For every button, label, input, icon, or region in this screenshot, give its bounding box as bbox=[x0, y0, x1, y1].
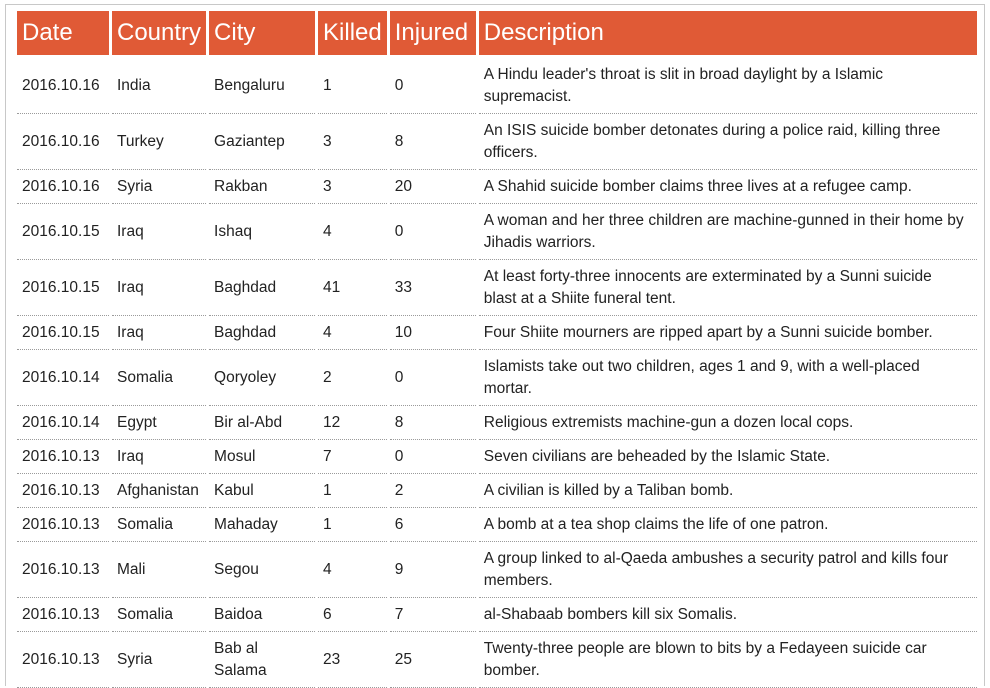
cell-date: 2016.10.13 bbox=[17, 598, 109, 632]
cell-injured: 6 bbox=[390, 508, 476, 542]
cell-description: A Hindu leader's throat is slit in broad daylight by a Islamic supremacist. bbox=[479, 58, 977, 114]
cell-date: 2016.10.16 bbox=[17, 58, 109, 114]
table-header-row bbox=[17, 11, 977, 58]
cell-country: Egypt bbox=[112, 406, 206, 440]
cell-injured: 9 bbox=[390, 542, 476, 598]
cell-country: Somalia bbox=[112, 508, 206, 542]
cell-description: Seven civilians are beheaded by the Islamic State. bbox=[479, 440, 977, 474]
cell-injured: 33 bbox=[390, 260, 476, 316]
header-country: Country bbox=[112, 11, 206, 58]
cell-killed: 7 bbox=[318, 440, 387, 474]
cell-injured: 10 bbox=[390, 316, 476, 350]
header-date: Date bbox=[17, 11, 109, 58]
cell-description: Twenty-three people are blown to bits by a Fedayeen suicide car bomber. bbox=[479, 632, 977, 688]
cell-description: A woman and her three children are machine-gunned in their home by Jihadis warriors. bbox=[479, 204, 977, 260]
cell-country: Iraq bbox=[112, 204, 206, 260]
cell-injured: 2 bbox=[390, 474, 476, 508]
attacks-table bbox=[14, 11, 980, 688]
table-row bbox=[17, 204, 977, 260]
cell-killed: 3 bbox=[318, 170, 387, 204]
table-row bbox=[17, 632, 977, 688]
cell-killed: 3 bbox=[318, 114, 387, 170]
cell-description: A bomb at a tea shop claims the life of one patron. bbox=[479, 508, 977, 542]
cell-injured: 0 bbox=[390, 440, 476, 474]
cell-country: Iraq bbox=[112, 316, 206, 350]
cell-injured: 7 bbox=[390, 598, 476, 632]
cell-country: Iraq bbox=[112, 260, 206, 316]
cell-date: 2016.10.15 bbox=[17, 204, 109, 260]
cell-country: Turkey bbox=[112, 114, 206, 170]
cell-injured: 0 bbox=[390, 58, 476, 114]
cell-description: A civilian is killed by a Taliban bomb. bbox=[479, 474, 977, 508]
cell-killed: 41 bbox=[318, 260, 387, 316]
table-row bbox=[17, 350, 977, 406]
cell-date: 2016.10.13 bbox=[17, 508, 109, 542]
cell-city: Rakban bbox=[209, 170, 315, 204]
cell-killed: 12 bbox=[318, 406, 387, 440]
cell-description: At least forty-three innocents are exterminated by a Sunni suicide blast at a Shiite funeral tent. bbox=[479, 260, 977, 316]
cell-description: al-Shabaab bombers kill six Somalis. bbox=[479, 598, 977, 632]
cell-date: 2016.10.16 bbox=[17, 170, 109, 204]
cell-city: Kabul bbox=[209, 474, 315, 508]
table-row bbox=[17, 170, 977, 204]
cell-city: Bengaluru bbox=[209, 58, 315, 114]
table-frame bbox=[5, 4, 985, 686]
table-row bbox=[17, 508, 977, 542]
cell-injured: 20 bbox=[390, 170, 476, 204]
table-row bbox=[17, 316, 977, 350]
cell-country: Somalia bbox=[112, 350, 206, 406]
cell-injured: 0 bbox=[390, 204, 476, 260]
cell-city: Mahaday bbox=[209, 508, 315, 542]
cell-killed: 2 bbox=[318, 350, 387, 406]
cell-description: Four Shiite mourners are ripped apart by a Sunni suicide bomber. bbox=[479, 316, 977, 350]
cell-country: Afghanistan bbox=[112, 474, 206, 508]
cell-killed: 23 bbox=[318, 632, 387, 688]
cell-country: Syria bbox=[112, 170, 206, 204]
cell-date: 2016.10.13 bbox=[17, 632, 109, 688]
cell-killed: 1 bbox=[318, 58, 387, 114]
header-description: Description bbox=[479, 11, 977, 58]
cell-date: 2016.10.14 bbox=[17, 350, 109, 406]
cell-city: Baghdad bbox=[209, 316, 315, 350]
cell-country: Iraq bbox=[112, 440, 206, 474]
cell-country: Somalia bbox=[112, 598, 206, 632]
cell-city: Gaziantep bbox=[209, 114, 315, 170]
cell-date: 2016.10.15 bbox=[17, 260, 109, 316]
cell-killed: 1 bbox=[318, 474, 387, 508]
cell-date: 2016.10.13 bbox=[17, 474, 109, 508]
cell-killed: 4 bbox=[318, 316, 387, 350]
cell-injured: 0 bbox=[390, 350, 476, 406]
cell-description: Islamists take out two children, ages 1 and 9, with a well-placed mortar. bbox=[479, 350, 977, 406]
table-row bbox=[17, 440, 977, 474]
table-row bbox=[17, 260, 977, 316]
cell-date: 2016.10.14 bbox=[17, 406, 109, 440]
cell-city: Bab al Salama bbox=[209, 632, 315, 688]
table-row bbox=[17, 114, 977, 170]
cell-country: Mali bbox=[112, 542, 206, 598]
cell-killed: 6 bbox=[318, 598, 387, 632]
cell-date: 2016.10.16 bbox=[17, 114, 109, 170]
cell-city: Segou bbox=[209, 542, 315, 598]
table-row bbox=[17, 58, 977, 114]
header-injured: Injured bbox=[390, 11, 476, 58]
cell-killed: 4 bbox=[318, 204, 387, 260]
table-row bbox=[17, 406, 977, 440]
cell-city: Baghdad bbox=[209, 260, 315, 316]
table-row bbox=[17, 598, 977, 632]
cell-killed: 1 bbox=[318, 508, 387, 542]
cell-date: 2016.10.13 bbox=[17, 440, 109, 474]
cell-city: Mosul bbox=[209, 440, 315, 474]
cell-city: Ishaq bbox=[209, 204, 315, 260]
cell-injured: 8 bbox=[390, 406, 476, 440]
cell-city: Qoryoley bbox=[209, 350, 315, 406]
cell-date: 2016.10.13 bbox=[17, 542, 109, 598]
cell-date: 2016.10.15 bbox=[17, 316, 109, 350]
cell-description: A Shahid suicide bomber claims three lives at a refugee camp. bbox=[479, 170, 977, 204]
cell-city: Bir al-Abd bbox=[209, 406, 315, 440]
cell-killed: 4 bbox=[318, 542, 387, 598]
cell-description: Religious extremists machine-gun a dozen local cops. bbox=[479, 406, 977, 440]
table-row bbox=[17, 542, 977, 598]
cell-country: India bbox=[112, 58, 206, 114]
header-killed: Killed bbox=[318, 11, 387, 58]
header-city: City bbox=[209, 11, 315, 58]
cell-injured: 25 bbox=[390, 632, 476, 688]
cell-description: A group linked to al-Qaeda ambushes a security patrol and kills four members. bbox=[479, 542, 977, 598]
table-row bbox=[17, 474, 977, 508]
cell-city: Baidoa bbox=[209, 598, 315, 632]
cell-country: Syria bbox=[112, 632, 206, 688]
cell-description: An ISIS suicide bomber detonates during a police raid, killing three officers. bbox=[479, 114, 977, 170]
cell-injured: 8 bbox=[390, 114, 476, 170]
